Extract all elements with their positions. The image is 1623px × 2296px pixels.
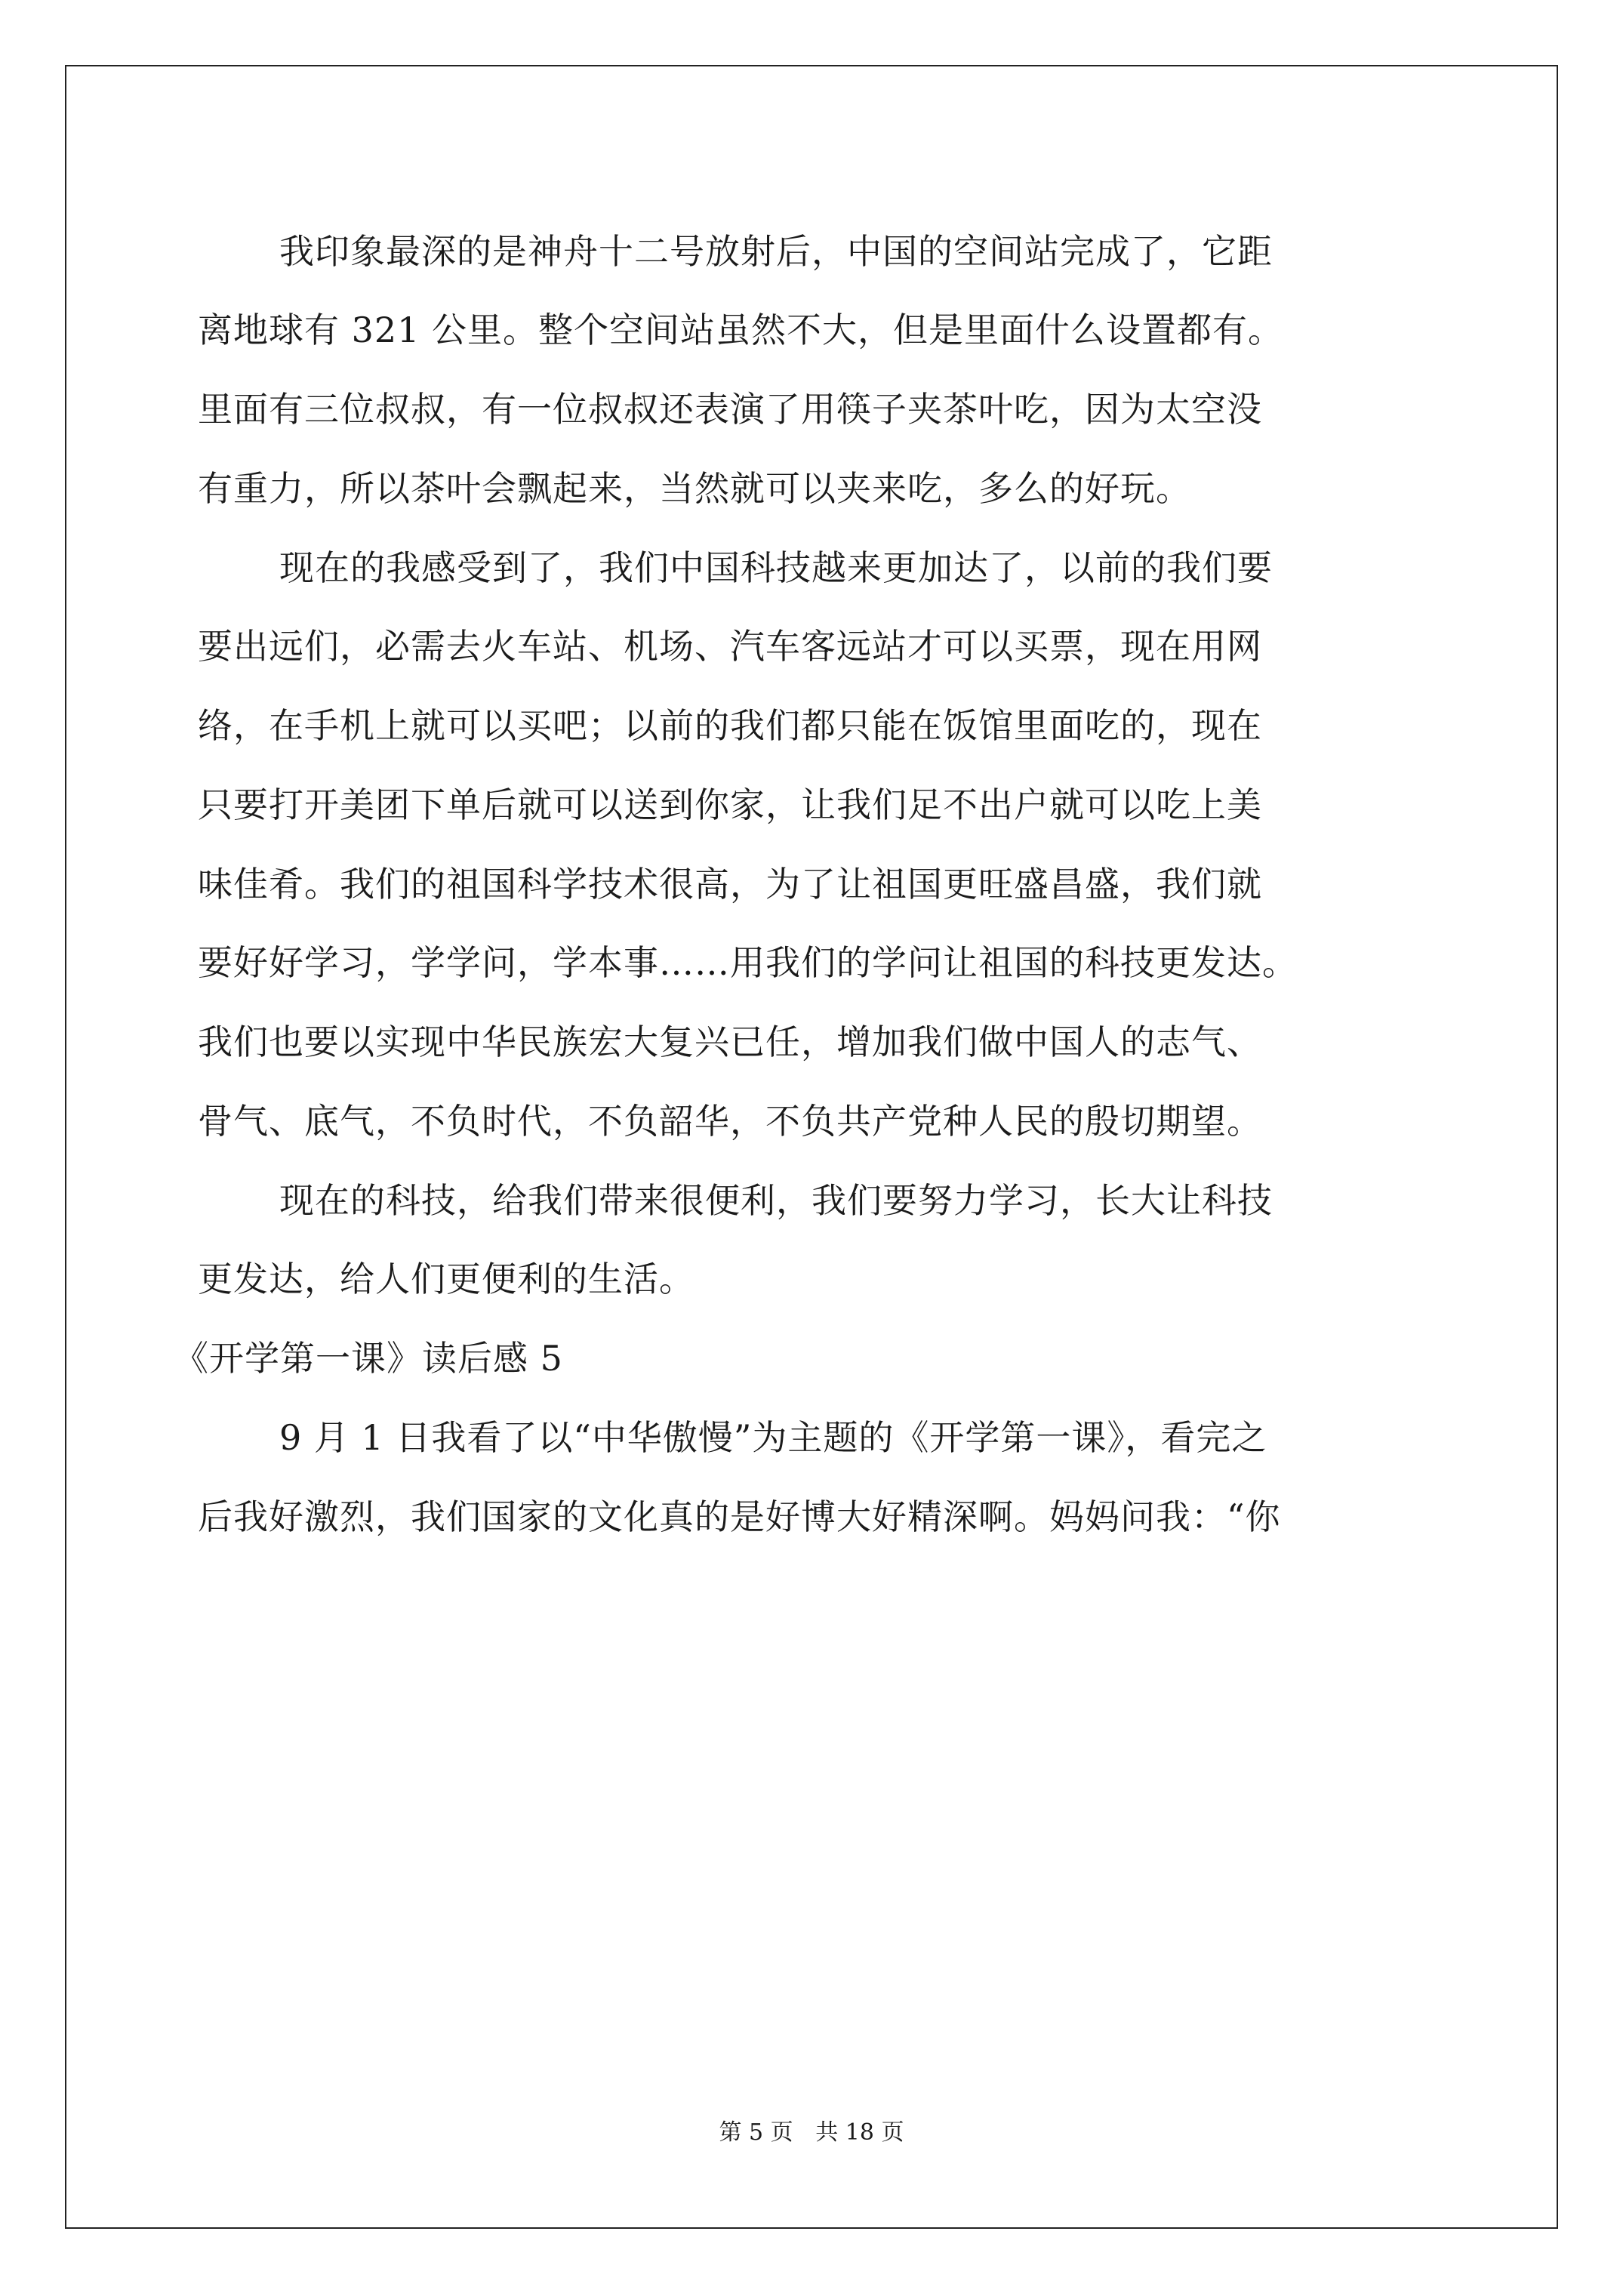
paragraph-line: 离地球有 321 公里。整个空间站虽然不大，但是里面什么设置都有。 xyxy=(198,310,1284,350)
paragraph-line: 现在的科技，给我们带来很便利，我们要努力学习，长大让科技 xyxy=(279,1180,1273,1221)
paragraph-line: 9 月 1 日我看了以“中华傲慢”为主题的《开学第一课》，看完之 xyxy=(279,1417,1267,1458)
paragraph-line: 只要打开美团下单后就可以送到你家，让我们足不出户就可以吃上美 xyxy=(198,784,1262,825)
paragraph-line: 后我好激烈，我们国家的文化真的是好博大好精深啊。妈妈问我：“你 xyxy=(198,1496,1281,1537)
paragraph-line: 里面有三位叔叔，有一位叔叔还表演了用筷子夹茶叶吃，因为太空没 xyxy=(198,389,1262,430)
section-heading: 《开学第一课》读后感 5 xyxy=(174,1338,563,1379)
paragraph-line: 更发达，给人们更便利的生活。 xyxy=(198,1259,694,1299)
paragraph-line: 味佳肴。我们的祖国科学技术很高，为了让祖国更旺盛昌盛，我们就 xyxy=(198,864,1262,905)
paragraph-line: 有重力，所以茶叶会飘起来，当然就可以夹来吃，多么的好玩。 xyxy=(198,468,1191,509)
page-footer xyxy=(0,2118,1623,2148)
paragraph-line: 骨气、底气，不负时代，不负韶华，不负共产党种人民的殷切期望。 xyxy=(198,1101,1262,1142)
paragraph-line: 现在的我感受到了，我们中国科技越来更加达了，以前的我们要 xyxy=(279,547,1273,588)
page-number: 第 5 页 xyxy=(719,2119,793,2146)
paragraph-line: 要出远们，必需去火车站、机场、汽车客远站才可以买票，现在用网 xyxy=(198,626,1262,667)
paragraph-line: 络，在手机上就可以买吧；以前的我们都只能在饭馆里面吃的，现在 xyxy=(198,705,1262,746)
paragraph-line: 要好好学习，学学问，学本事……用我们的学问让祖国的科技更发达。 xyxy=(198,942,1298,983)
paragraph-line: 我印象最深的是神舟十二号放射后，中国的空间站完成了，它距 xyxy=(279,231,1273,272)
paragraph-line: 我们也要以实现中华民族宏大复兴已任，增加我们做中国人的志气、 xyxy=(198,1022,1262,1062)
page-total: 共 18 页 xyxy=(815,2119,904,2146)
